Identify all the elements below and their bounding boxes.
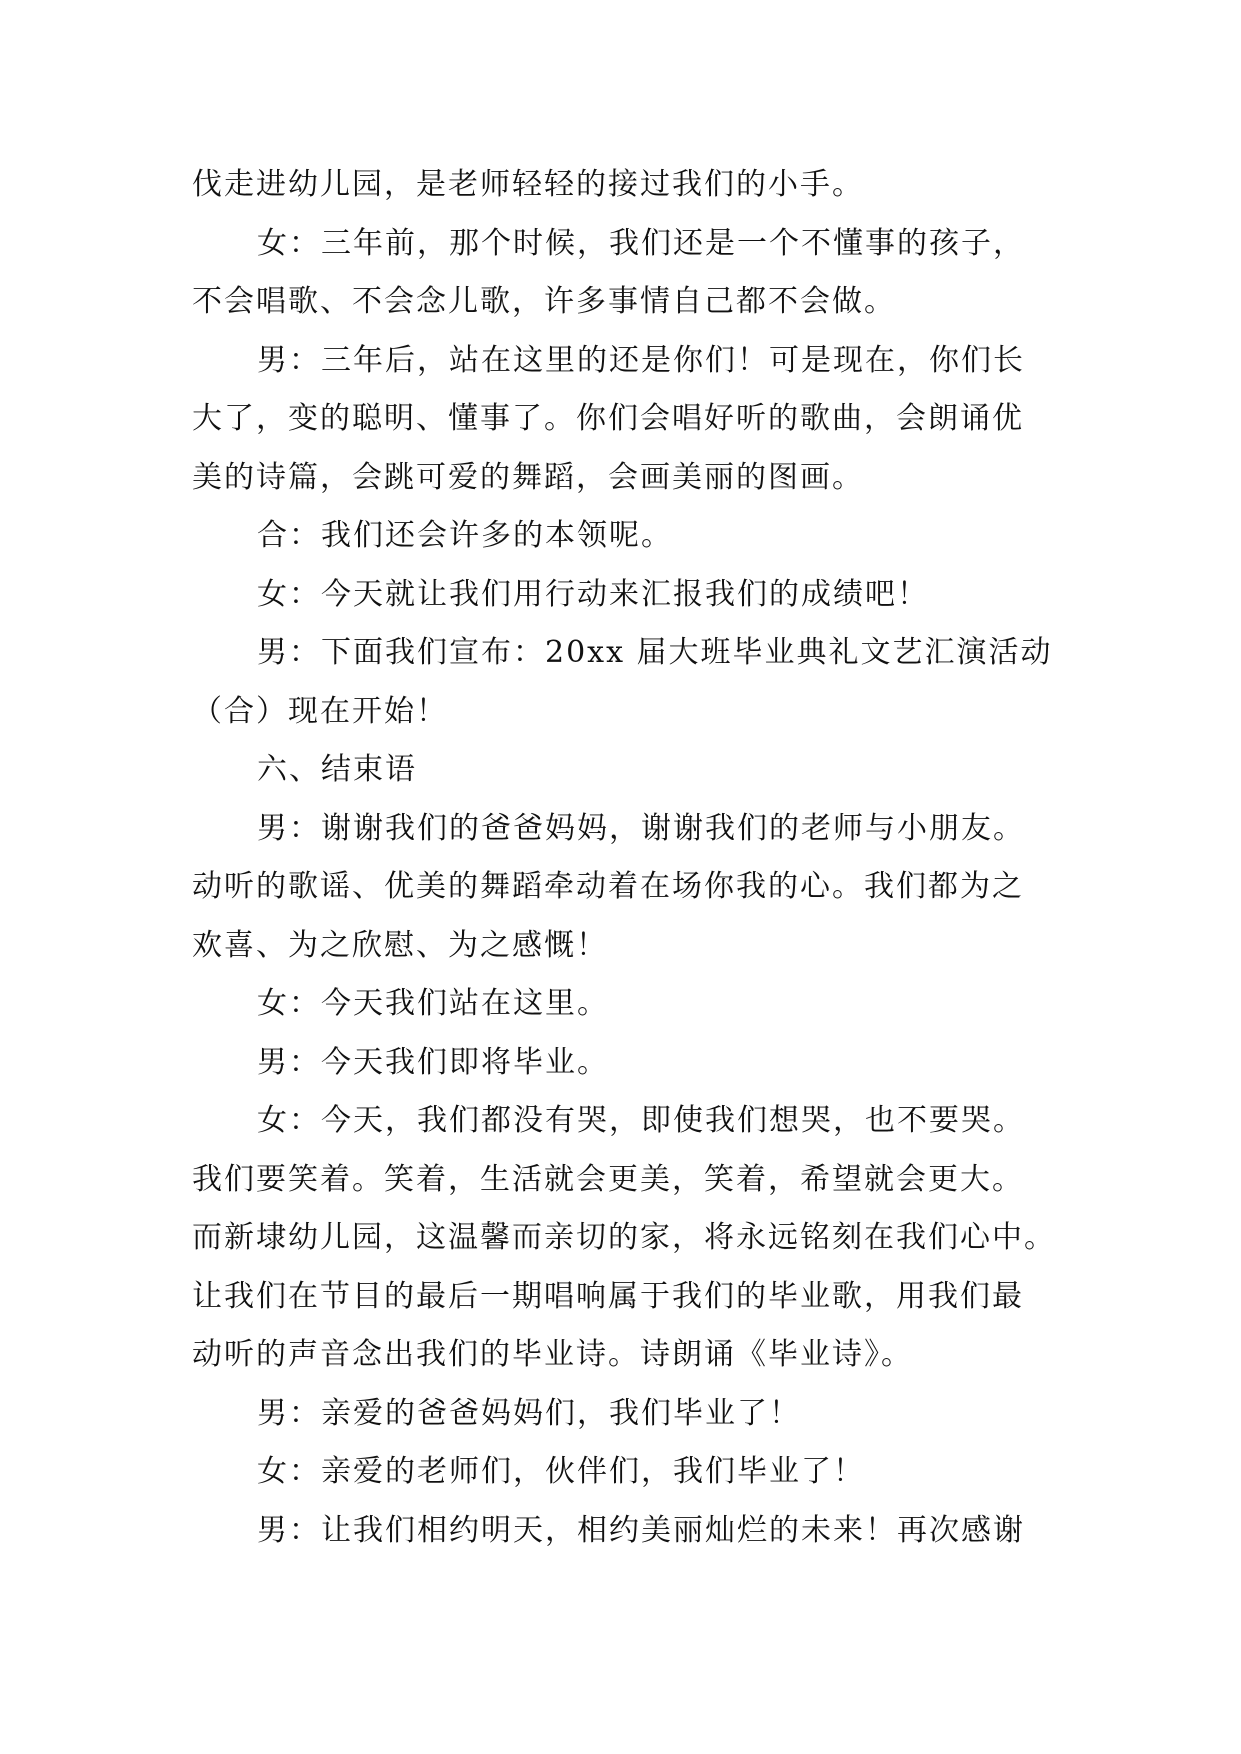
document-body [192, 156, 1082, 1560]
text-line: 动听的声音念出我们的毕业诗。诗朗诵《毕业诗》。 [192, 1337, 913, 1372]
text-line: 男：下面我们宣布：20xx 届大班毕业典礼文艺汇演活动 [257, 635, 1053, 670]
text-line: 女：今天就让我们用行动来汇报我们的成绩吧！ [257, 576, 929, 612]
text-line: 女：今天我们站在这里。 [257, 986, 609, 1021]
text-line: 让我们在节目的最后一期唱响属于我们的毕业歌，用我们最 [192, 1278, 1024, 1314]
text-line: 男：三年后，站在这里的还是你们！可是现在，你们长 [257, 342, 1025, 378]
text-line: 男：今天我们即将毕业。 [257, 1044, 609, 1080]
text-line: 欢喜、为之欣慰、为之感慨！ [192, 927, 608, 963]
text-line: 不会唱歌、不会念儿歌，许多事情自己都不会做。 [192, 284, 896, 319]
text-line: （合）现在开始！ [192, 693, 448, 729]
text-line: 大了，变的聪明、懂事了。你们会唱好听的歌曲，会朗诵优 [192, 401, 1024, 436]
text-line: 而新埭幼儿园，这温馨而亲切的家，将永远铭刻在我们心中。 [192, 1220, 1056, 1255]
text-line: 男：让我们相约明天，相约美丽灿烂的未来！再次感谢 [257, 1512, 1025, 1548]
text-line: 动听的歌谣、优美的舞蹈牵动着在场你我的心。我们都为之 [192, 869, 1024, 904]
text-line: 女：今天，我们都没有哭，即使我们想哭，也不要哭。 [257, 1103, 1025, 1138]
section-heading: 六、结束语 [257, 752, 417, 787]
text-line: 美的诗篇，会跳可爱的舞蹈，会画美丽的图画。 [192, 459, 864, 495]
text-line: 我们要笑着。笑着，生活就会更美，笑着，希望就会更大。 [192, 1161, 1024, 1197]
text-line: 合：我们还会许多的本领呢。 [257, 518, 673, 553]
text-line: 伐走进幼儿园，是老师轻轻的接过我们的小手。 [192, 167, 864, 202]
text-line: 女：亲爱的老师们，伙伴们，我们毕业了！ [257, 1454, 865, 1489]
text-line: 女：三年前，那个时候，我们还是一个不懂事的孩子， [257, 225, 1025, 261]
text-line: 男：谢谢我们的爸爸妈妈，谢谢我们的老师与小朋友。 [257, 810, 1025, 846]
text-line: 男：亲爱的爸爸妈妈们，我们毕业了！ [257, 1395, 801, 1431]
